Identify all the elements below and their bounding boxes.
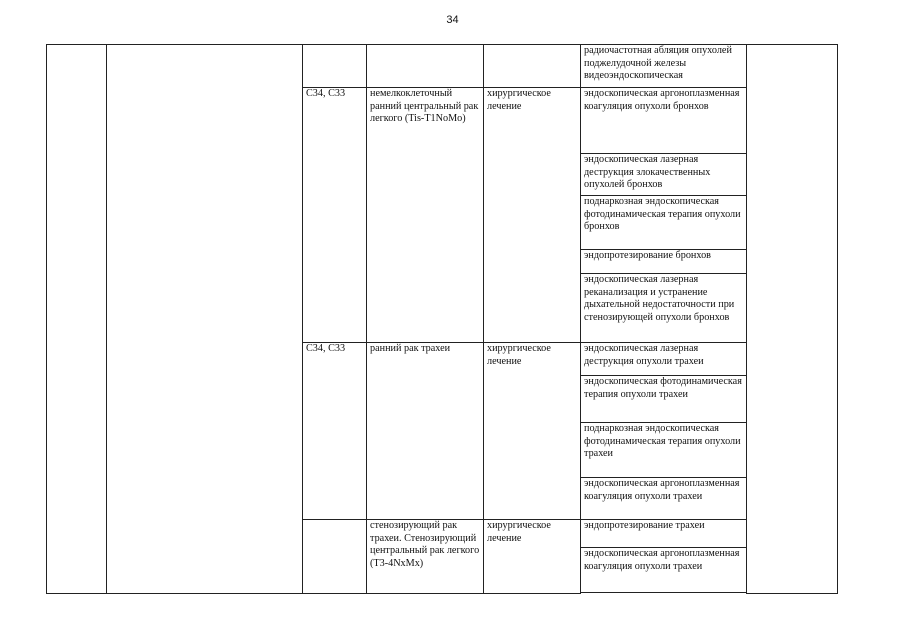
method-cell: эндопротезирование трахеи (581, 520, 747, 548)
treatment-cell: хирургическое лечение (484, 343, 581, 520)
method-cell: эндоскопическая аргоноплазменная коагуляция опухоли трахеи (581, 478, 747, 520)
code-cell (303, 45, 367, 88)
method-cell: эндоскопическая лазерная деструкция опухоли трахеи (581, 343, 747, 376)
treatment-cell: хирургическое лечение (484, 520, 581, 594)
page-number: 34 (446, 14, 459, 26)
method-cell: эндопротезирование бронхов (581, 250, 747, 274)
method-cell: поднаркозная эндоскопическая фотодинамическая терапия опухоли трахеи (581, 423, 747, 478)
method-cell: эндоскопическая фотодинамическая терапия опухоли трахеи (581, 376, 747, 423)
method-cell: радиочастотная абляция опухолей поджелудочной железы видеоэндоскопическая (581, 45, 747, 88)
code-cell (303, 520, 367, 594)
method-cell: эндоскопическая аргоноплазменная коагуляция опухоли трахеи (581, 548, 747, 593)
method-cell: эндоскопическая аргоноплазменная коагуляция опухоли бронхов (581, 88, 747, 154)
col-blank-1 (47, 45, 107, 594)
treatment-cell: хирургическое лечение (484, 88, 581, 343)
method-cell: эндоскопическая лазерная реканализация и устранение дыхательной недостаточности при стенозирующей опухоли бронхов (581, 274, 747, 343)
col-blank-2 (107, 45, 303, 594)
diagnosis-cell: немелкоклеточный ранний центральный рак легкого (Tis-T1NoMo) (367, 88, 484, 343)
method-cell: поднаркозная эндоскопическая фотодинамическая терапия опухоли бронхов (581, 196, 747, 250)
treatment-table (46, 44, 838, 594)
spacer (581, 593, 747, 594)
diagnosis-cell: ранний рак трахеи (367, 343, 484, 520)
code-cell: C34, C33 (303, 88, 367, 343)
code-cell: C34, C33 (303, 343, 367, 520)
diagnosis-cell (367, 45, 484, 88)
col-blank-last (747, 45, 838, 594)
diagnosis-cell: стенозирующий рак трахеи. Стенозирующий центральный рак легкого (T3-4NxMx) (367, 520, 484, 594)
treatment-cell (484, 45, 581, 88)
method-cell: эндоскопическая лазерная деструкция злокачественных опухолей бронхов (581, 154, 747, 196)
